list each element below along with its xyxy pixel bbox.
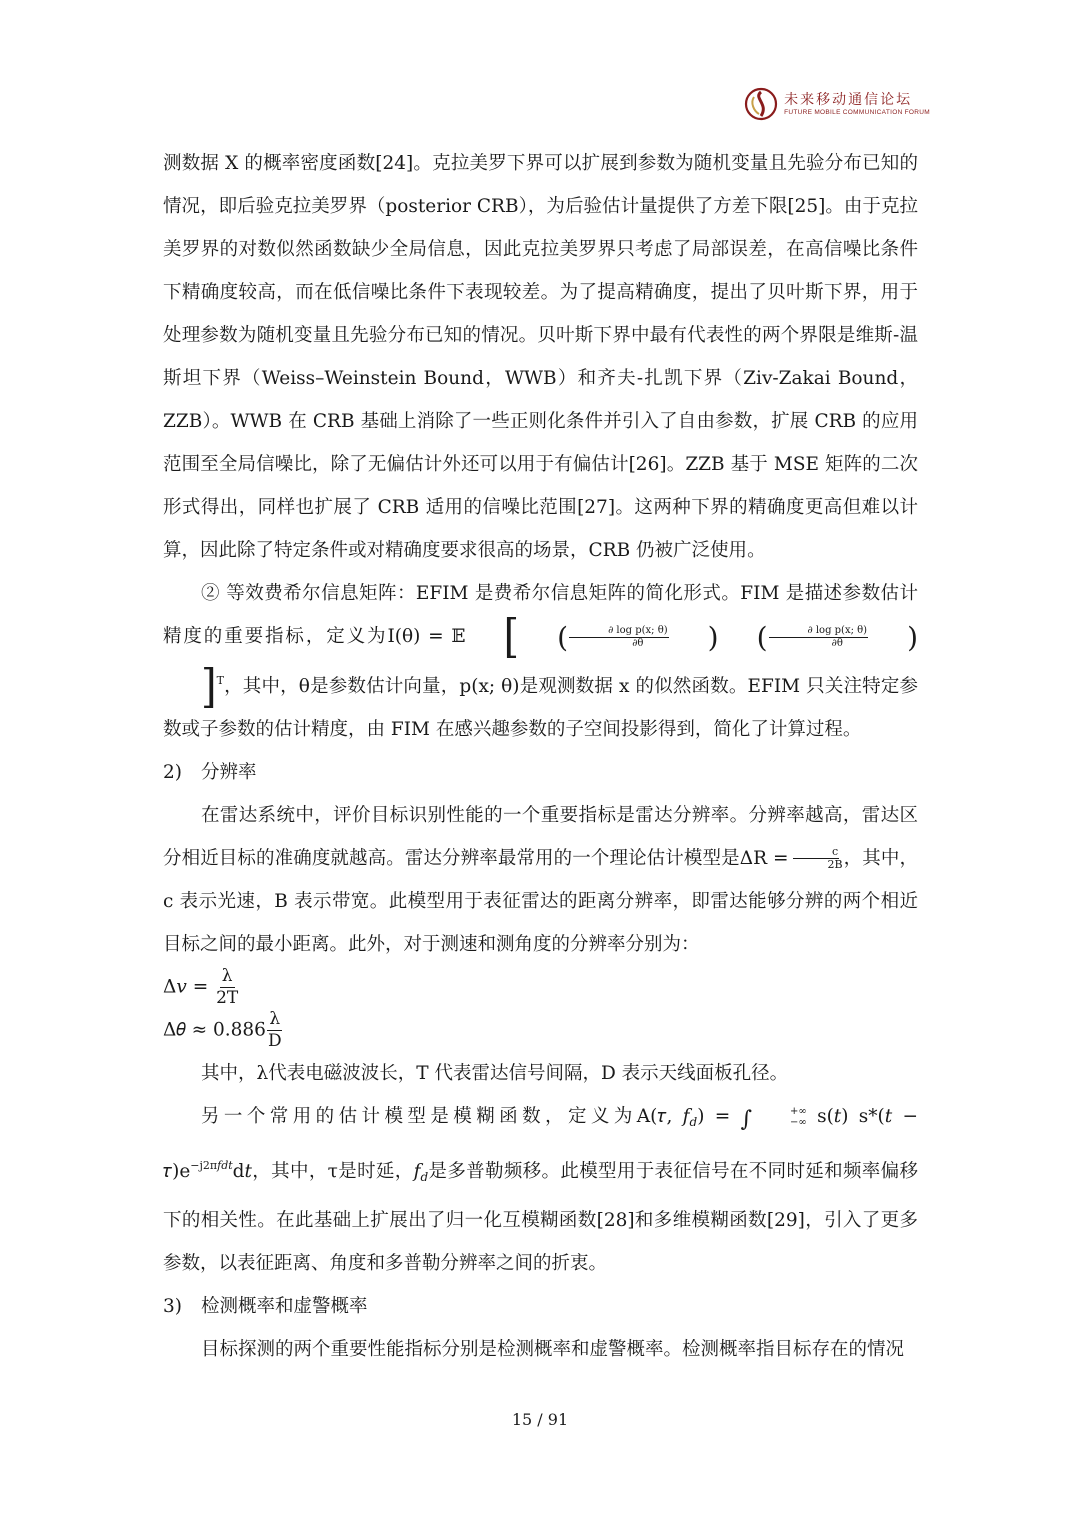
- velocity-resolution-equation: [163, 966, 918, 1009]
- fd-sub: 𝑑: [420, 1169, 429, 1184]
- page-number: 15 / 91: [511, 1410, 569, 1429]
- fim-fraction-2: [769, 625, 869, 650]
- ambiguity-text-end: 是多普勒频移。此模型用于表征信号在不同时延和频率偏移下的相关性。在此基础上扩展出了归一化互模糊函数[28]和多维模糊函数[29]，引入了更多参数，以表征距离、角度和多普勒分辨率之间的折衷。: [163, 1160, 918, 1274]
- af-exponent: −j2π𝑓𝑑𝑡: [190, 1158, 233, 1172]
- dR-num: c: [793, 846, 839, 859]
- brand-text: [784, 92, 930, 117]
- af-body: s(𝑡) s*(𝑡 − 𝜏)e: [163, 1105, 918, 1182]
- heading-number: 3): [163, 1295, 182, 1317]
- dR-lhs: ΔR =: [739, 847, 789, 869]
- section-heading-resolution: [163, 751, 918, 794]
- fim-transpose: T: [216, 673, 224, 687]
- brand-name-cn: 未来移动通信论坛: [784, 91, 913, 108]
- paragraph-ambiguity: [163, 1095, 918, 1285]
- heading-title: 检测概率和虚警概率: [201, 1295, 368, 1317]
- resolution-text-end: ，其中，c 表示光速，B 表示带宽。此模型用于表征雷达的距离分辨率，即雷达能够分辨的两个相近目标之间的最小距离。此外，对于测速和测角度的分辨率分别为：: [163, 847, 918, 955]
- document-body: [163, 142, 918, 1371]
- range-resolution-formula: [739, 845, 844, 871]
- af-integral: ∫: [740, 1106, 753, 1132]
- angle-resolution-equation: [163, 1009, 918, 1052]
- dth-num: λ: [269, 1008, 281, 1029]
- paragraph-bounds: 测数据 X 的概率密度函数[24]。克拉美罗下界可以扩展到参数为随机变量且先验分布已知的情况，即后验克拉美罗界（posterior CRB），为后验估计量提供了方差下限[25]。由于克拉美罗界的对数似然函数缺少全局信息，因此克拉美罗界只考虑了局部误差，在高信噪比条件下精确度较高，而在低信噪比条件下表现较差。为了提高精确度，提出了贝叶斯下界，用于处理参数为随机变量且先验分布已知的情况。贝叶斯下界中最有代表性的两个界限是维斯-温斯坦下界（Weiss–Weinstein Bound，WWB）和齐夫-扎凯下界（Ziv-Zakai Bound，ZZB）。WWB 在 CRB 基础上消除了一些正则化条件并引入了自由参数，扩展 CRB 的应用范围至全局信噪比，除了无偏估计外还可以用于有偏估计[26]。ZZB 基于 MSE 矩阵的二次形式得出，同样也扩展了 CRB 适用的信噪比范围[27]。这两种下界的精确度更高但难以计算，因此除了特定条件或对精确度要求很高的场景，CRB 仍被广泛使用。: [163, 153, 918, 561]
- resolution-text-start: 在雷达系统中，评价目标识别性能的一个重要指标是雷达分辨率。分辨率越高，雷达区分相近目标的准确度就越高。雷达分辨率最常用的一个理论估计模型是: [163, 804, 918, 869]
- heading-title: 分辨率: [201, 761, 257, 783]
- fim-frac1-den: ∂θ: [632, 637, 644, 649]
- fim-lhs: I(θ) = 𝔼: [387, 626, 466, 647]
- page-header: [744, 84, 930, 124]
- fim-formula: I(θ) = 𝔼 [ ( $\frac{\text{∂ log p(x; θ)}}{\partial\theta}$ ) ( $\frac{\text{∂ log p(x; θ)}}{\partial\theta}$ )]$^T$: [201, 610, 918, 713]
- af-upper: +∞: [790, 1105, 807, 1117]
- ambiguity-text-mid: ，其中，τ是时延，: [251, 1160, 414, 1182]
- fim-frac2-den: ∂θ: [831, 637, 843, 649]
- heading-number: 2): [163, 761, 182, 783]
- dth-lhs: Δ𝜃 ≈ 0.886: [163, 1019, 266, 1040]
- forum-logo-icon: [744, 87, 778, 121]
- dv-den: 2T: [216, 987, 239, 1008]
- fim-frac1-num: ∂ log p(x; θ): [569, 625, 669, 638]
- efim-text-start: ② 等效费希尔信息矩阵：EFIM 是费希尔信息矩阵的简化形式。FIM 是描述参数估计精度的重要指标，定义为: [163, 583, 918, 647]
- dv-lhs: Δ𝑣 =: [163, 976, 209, 997]
- af-sub: 𝑑: [689, 1114, 698, 1129]
- dv-num: λ: [221, 965, 233, 986]
- af-lhs: A(𝜏, 𝑓: [636, 1105, 690, 1127]
- dR-den: 2B: [827, 858, 843, 871]
- brand-name-en: FUTURE MOBILE COMMUNICATION FORUM: [784, 108, 930, 116]
- fim-fraction-1: [569, 625, 669, 650]
- section-heading-detection: [163, 1285, 918, 1328]
- af-end: d𝑡: [232, 1160, 252, 1182]
- dth-den: D: [267, 1030, 282, 1051]
- fim-frac2-num: ∂ log p(x; θ): [769, 625, 869, 638]
- paragraph-resolution: [163, 794, 918, 966]
- fd-symbol: 𝑓: [413, 1160, 421, 1182]
- ambiguity-text-start: 另一个常用的估计模型是模糊函数，定义为: [201, 1105, 637, 1127]
- efim-text-end: ，其中，θ是参数估计向量，p(x; θ)是观测数据 x 的似然函数。EFIM 只关注特定参数或子参数的估计精度，由 FIM 在感兴趣参数的子空间投影得到，简化了计算过程。: [163, 675, 918, 740]
- paragraph-efim: [163, 572, 918, 751]
- paragraph-variables: 其中，λ代表电磁波波长，T 代表雷达信号间隔，D 表示天线面板孔径。: [201, 1062, 789, 1084]
- af-lower: −∞: [790, 1116, 807, 1128]
- af-mid: ) =: [697, 1105, 731, 1127]
- paragraph-detection: 目标探测的两个重要性能指标分别是检测概率和虚警概率。检测概率指目标存在的情况: [201, 1338, 905, 1360]
